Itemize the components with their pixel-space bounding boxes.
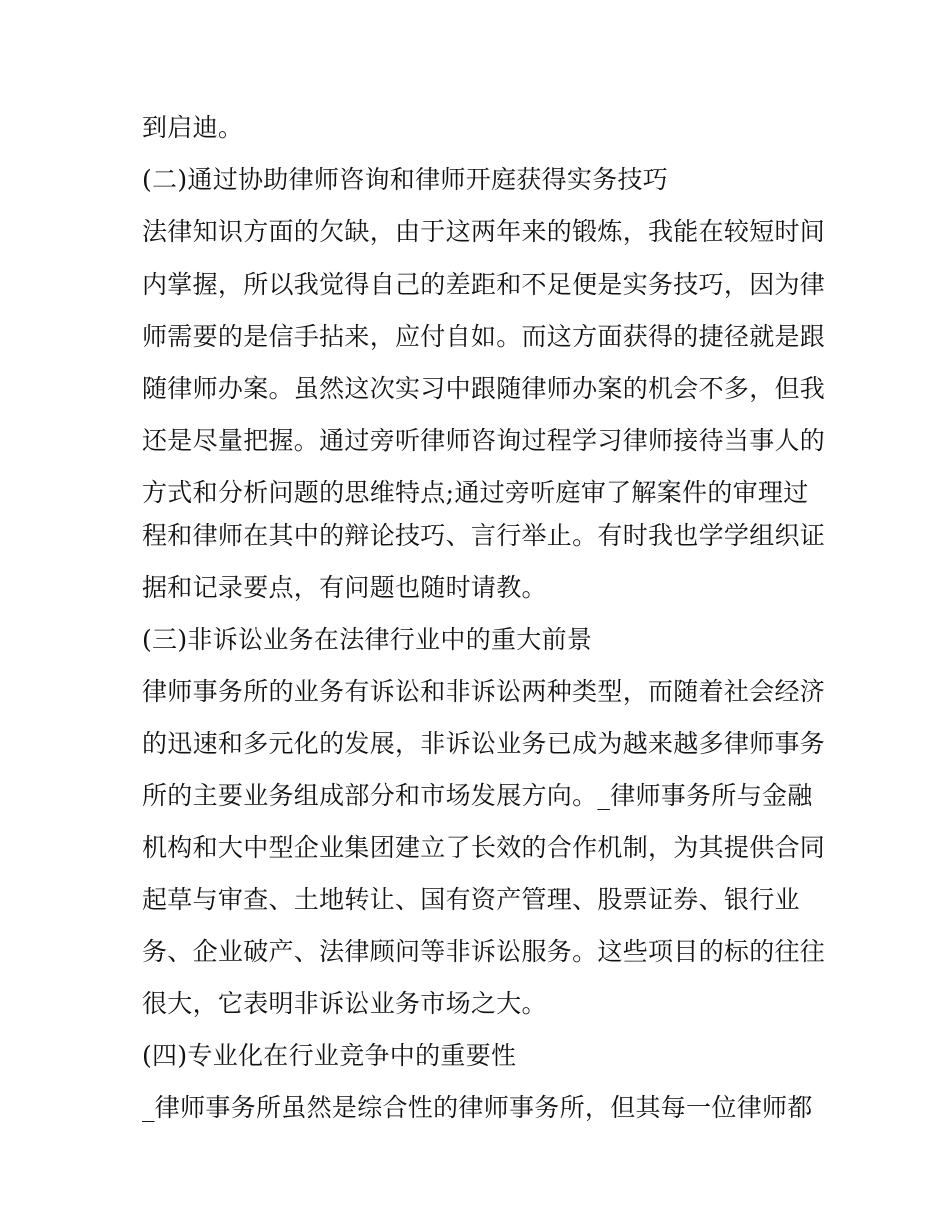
section-heading: (四)专业化在行业竞争中的重要性: [142, 1041, 517, 1070]
paragraph-line: _律师事务所虽然是综合性的律师事务所，但其每一位律师都: [142, 1093, 813, 1122]
section-heading: (二)通过协助律师咨询和律师开庭获得实务技巧: [142, 165, 669, 194]
section-heading: (三)非诉讼业务在法律行业中的重大前景: [142, 625, 593, 654]
paragraph-line: 还是尽量把握。通过旁听律师咨询过程学习律师接待当事人的: [142, 426, 826, 455]
paragraph-line: 师需要的是信手拈来，应付自如。而这方面获得的捷径就是跟: [142, 322, 826, 351]
paragraph-line: 程和律师在其中的辩论技巧、言行举止。有时我也学学组织证: [142, 521, 826, 550]
paragraph-line: 法律知识方面的欠缺，由于这两年来的锻炼，我能在较短时间: [142, 217, 826, 246]
paragraph-line: 到启迪。: [142, 113, 244, 142]
paragraph-line: 内掌握，所以我觉得自己的差距和不足便是实务技巧，因为律: [142, 270, 826, 299]
paragraph-line: 起草与审查、土地转让、国有资产管理、股票证券、银行业: [142, 885, 800, 914]
paragraph-line: 据和记录要点，有问题也随时请教。: [142, 573, 547, 602]
paragraph-line: 务、企业破产、法律顾问等非诉讼服务。这些项目的标的往往: [142, 937, 826, 966]
paragraph-line: 很大，它表明非诉讼业务市场之大。: [142, 989, 547, 1018]
paragraph-line: 所的主要业务组成部分和市场发展方向。_律师事务所与金融: [142, 781, 813, 810]
paragraph-line: 的迅速和多元化的发展，非诉讼业务已成为越来越多律师事务: [142, 729, 826, 758]
paragraph-line: 律师事务所的业务有诉讼和非诉讼两种类型，而随着社会经济: [142, 677, 826, 706]
paragraph-line: 方式和分析问题的思维特点;通过旁听庭审了解案件的审理过: [142, 478, 809, 507]
paragraph-line: 机构和大中型企业集团建立了长效的合作机制，为其提供合同: [142, 833, 826, 862]
paragraph-line: 随律师办案。虽然这次实习中跟随律师办案的机会不多，但我: [142, 374, 826, 403]
